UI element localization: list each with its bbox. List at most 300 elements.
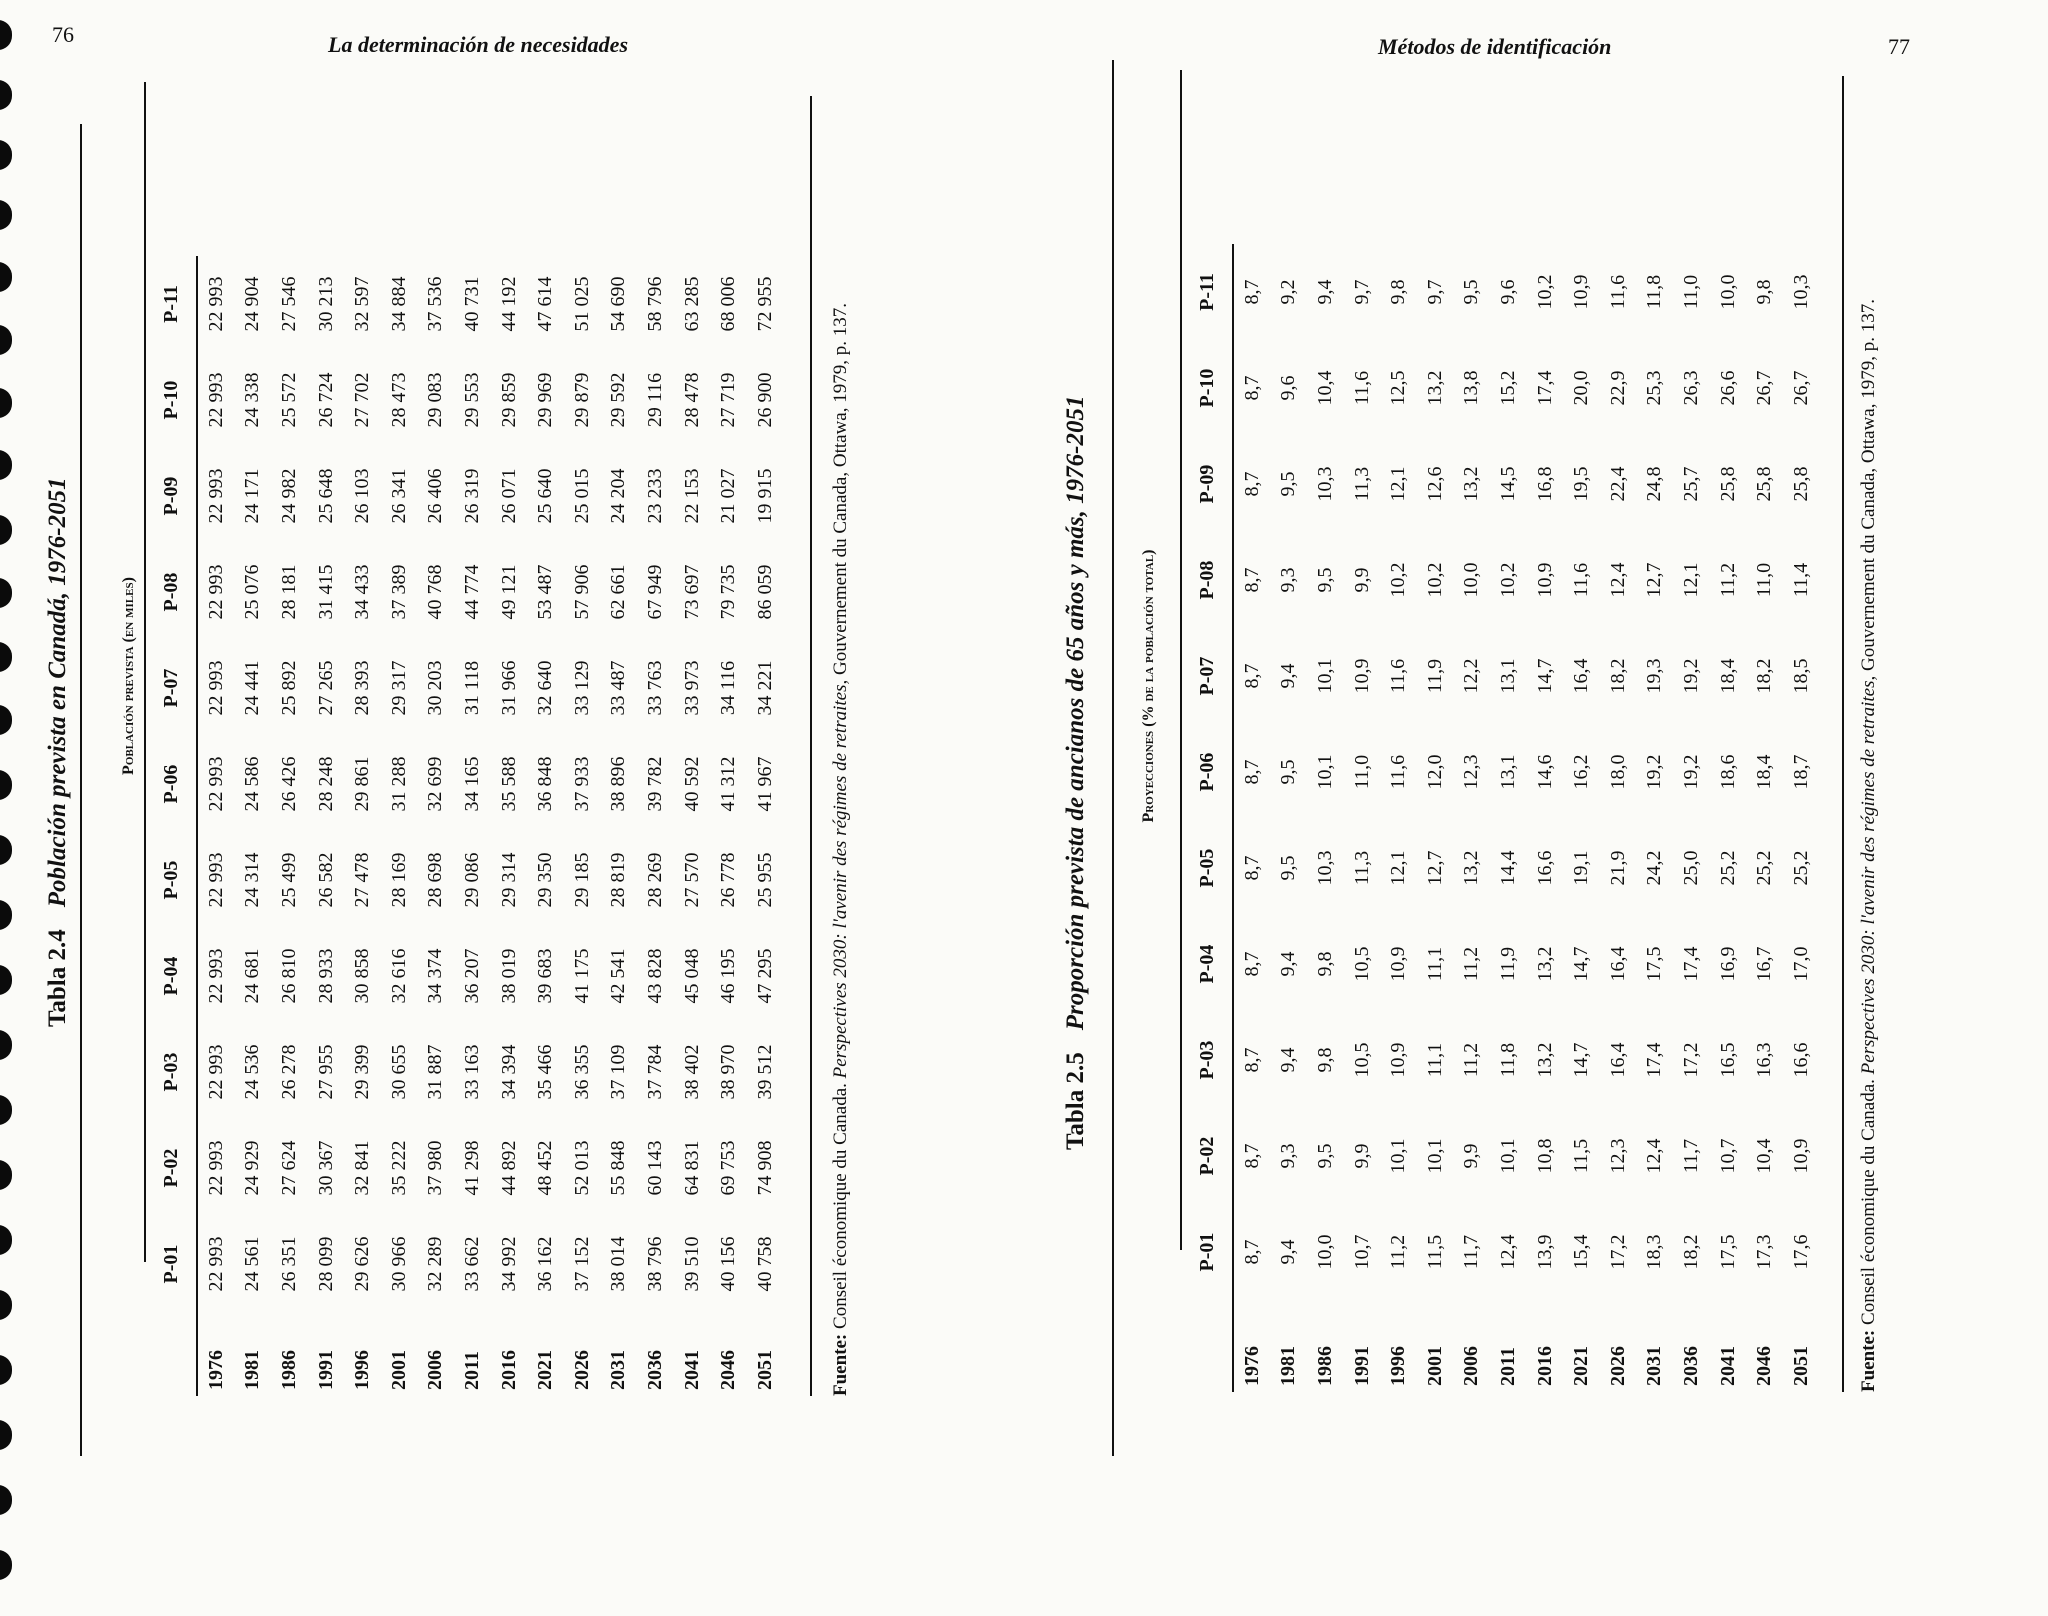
row-year: 1991 xyxy=(1350,1346,1373,1386)
table-cell: 11,1 xyxy=(1423,1042,1446,1078)
table-cell: 26 103 xyxy=(351,468,374,524)
left-page-number: 76 xyxy=(52,22,74,47)
table-cell: 29 399 xyxy=(351,1044,374,1100)
table-cell: 24 561 xyxy=(241,1236,264,1292)
table-caption xyxy=(1062,396,1090,1150)
table-cell: 10,2 xyxy=(1496,562,1519,598)
table-cell: 11,6 xyxy=(1387,658,1410,694)
table-cell: 28 248 xyxy=(314,756,337,812)
table-cell: 11,2 xyxy=(1460,1042,1483,1078)
table-cell: 28 698 xyxy=(424,852,447,908)
table-cell: 35 466 xyxy=(534,1044,557,1100)
table-cell: 18,2 xyxy=(1606,658,1629,694)
column-header: P-10 xyxy=(159,380,182,420)
table-cell: 19,2 xyxy=(1643,754,1666,790)
table-cell: 22 993 xyxy=(204,948,227,1004)
table-cell: 68 006 xyxy=(717,276,740,332)
table-cell: 8,7 xyxy=(1240,663,1263,689)
table-cell: 11,5 xyxy=(1570,1138,1593,1174)
table-cell: 37 784 xyxy=(643,1044,666,1100)
table-cell: 27 570 xyxy=(680,852,703,908)
table-cell: 44 192 xyxy=(497,276,520,332)
table-row xyxy=(674,256,711,1396)
table-cell: 10,9 xyxy=(1387,1042,1410,1078)
table-cell: 25,7 xyxy=(1679,466,1702,502)
row-year: 2001 xyxy=(1423,1346,1446,1386)
table-cell: 11,0 xyxy=(1350,754,1373,790)
table-cell: 25,3 xyxy=(1643,370,1666,406)
table-cell: 60 143 xyxy=(643,1140,666,1196)
table-cell: 18,3 xyxy=(1643,1234,1666,1270)
table-cell: 45 048 xyxy=(680,948,703,1004)
table-cell: 9,5 xyxy=(1313,567,1336,593)
table-row xyxy=(491,256,528,1396)
table-row xyxy=(1454,244,1491,1392)
table-row xyxy=(344,256,381,1396)
table-cell: 29 592 xyxy=(607,372,630,428)
column-header: P-01 xyxy=(1195,1232,1218,1272)
table-cell: 62 661 xyxy=(607,564,630,620)
spiral-binding xyxy=(0,0,16,1616)
table-cell: 18,5 xyxy=(1789,658,1812,694)
column-header: P-05 xyxy=(159,860,182,900)
row-year: 2031 xyxy=(607,1350,630,1390)
table-cell: 33 129 xyxy=(570,660,593,716)
table-cell: 8,7 xyxy=(1240,759,1263,785)
table-cell: 28 169 xyxy=(387,852,410,908)
table-cell: 32 841 xyxy=(351,1140,374,1196)
table-cell: 10,5 xyxy=(1350,946,1373,982)
table-cell: 10,1 xyxy=(1387,1138,1410,1174)
table-cell: 10,2 xyxy=(1533,274,1556,310)
table-cell: 25,2 xyxy=(1789,850,1812,886)
table-cell: 13,8 xyxy=(1460,370,1483,406)
table-cell: 22 993 xyxy=(204,852,227,908)
table-cell: 21,9 xyxy=(1606,850,1629,886)
table-title: Población prevista en Canadá, 1976-2051 xyxy=(44,477,71,908)
bottom-rule xyxy=(1842,76,1844,1392)
table-cell: 24,2 xyxy=(1643,850,1666,886)
table-cell: 11,6 xyxy=(1570,562,1593,598)
table-cell: 22 993 xyxy=(204,1140,227,1196)
row-year: 2031 xyxy=(1643,1346,1666,1386)
table-cell: 12,4 xyxy=(1643,1138,1666,1174)
table-cell: 26 341 xyxy=(387,468,410,524)
table-cell: 25,0 xyxy=(1679,850,1702,886)
table-cell: 10,1 xyxy=(1496,1138,1519,1174)
table-cell: 38 019 xyxy=(497,948,520,1004)
column-header: P-02 xyxy=(159,1148,182,1188)
table-cell: 21 027 xyxy=(717,468,740,524)
table-cell: 29 626 xyxy=(351,1236,374,1292)
row-year: 2046 xyxy=(1753,1346,1776,1386)
table-cell: 9,8 xyxy=(1387,279,1410,305)
table-cell: 8,7 xyxy=(1240,1143,1263,1169)
year-column-header xyxy=(1182,1300,1233,1392)
table-row xyxy=(564,256,601,1396)
table-cell: 9,5 xyxy=(1460,279,1483,305)
table-cell: 40 768 xyxy=(424,564,447,620)
table-cell: 49 121 xyxy=(497,564,520,620)
table-cell: 39 782 xyxy=(643,756,666,812)
table-cell: 64 831 xyxy=(680,1140,703,1196)
table-cell: 10,7 xyxy=(1716,1138,1739,1174)
table-cell: 25,8 xyxy=(1716,466,1739,502)
table-cell: 11,6 xyxy=(1606,274,1629,310)
table-cell: 16,3 xyxy=(1753,1042,1776,1078)
column-header: P-05 xyxy=(1195,848,1218,888)
table-cell: 8,7 xyxy=(1240,567,1263,593)
right-running-head: Métodos de identificación xyxy=(1378,34,1612,59)
table-cell: 25 892 xyxy=(277,660,300,716)
table-row xyxy=(1233,244,1271,1392)
table-cell: 12,1 xyxy=(1387,466,1410,502)
column-header: P-01 xyxy=(159,1244,182,1284)
table-cell: 18,4 xyxy=(1753,754,1776,790)
table-cell: 26 406 xyxy=(424,468,447,524)
table-cell: 26 426 xyxy=(277,756,300,812)
table-cell: 10,9 xyxy=(1570,274,1593,310)
source-details: Gouvernement du Canada, Ottawa, 1979, p. 137. xyxy=(830,303,851,676)
table-cell: 17,2 xyxy=(1679,1042,1702,1078)
table-cell: 24 338 xyxy=(241,372,264,428)
table-cell: 10,4 xyxy=(1313,370,1336,406)
column-header: P-11 xyxy=(1195,273,1218,311)
source-publication: Perspectives 2030: l'avenir des régimes de retraites, xyxy=(830,679,851,1079)
table-row xyxy=(381,256,418,1396)
table-cell: 9,8 xyxy=(1753,279,1776,305)
table-cell: 33 763 xyxy=(643,660,666,716)
table-cell: 31 288 xyxy=(387,756,410,812)
table-cell: 9,3 xyxy=(1277,1143,1300,1169)
table-cell: 12,6 xyxy=(1423,466,1446,502)
table-cell: 27 624 xyxy=(277,1140,300,1196)
column-header: P-03 xyxy=(159,1052,182,1092)
table-cell: 10,5 xyxy=(1350,1042,1373,1078)
table-cell: 26,7 xyxy=(1789,370,1812,406)
table-cell: 9,4 xyxy=(1277,1047,1300,1073)
table-cell: 11,5 xyxy=(1423,1234,1446,1270)
column-header: P-08 xyxy=(1195,560,1218,600)
table-cell: 10,8 xyxy=(1533,1138,1556,1174)
table-cell: 34 221 xyxy=(753,660,776,716)
table-cell: 30 203 xyxy=(424,660,447,716)
table-cell: 34 884 xyxy=(387,276,410,332)
table-cell: 28 269 xyxy=(643,852,666,908)
table-cell: 19,2 xyxy=(1679,658,1702,694)
table-cell: 42 541 xyxy=(607,948,630,1004)
table-cell: 29 861 xyxy=(351,756,374,812)
table-cell: 27 478 xyxy=(351,852,374,908)
table-cell: 11,9 xyxy=(1423,658,1446,694)
table-cell: 9,6 xyxy=(1277,375,1300,401)
table-cell: 25,2 xyxy=(1753,850,1776,886)
table-cell: 12,0 xyxy=(1423,754,1446,790)
table-number: Tabla 2.5 xyxy=(1062,1052,1089,1150)
column-header: P-06 xyxy=(159,764,182,804)
table-cell: 57 906 xyxy=(570,564,593,620)
table-cell: 34 992 xyxy=(497,1236,520,1292)
table-cell: 12,1 xyxy=(1679,562,1702,598)
column-header: P-11 xyxy=(159,285,182,323)
source-author: Conseil économique du Canada. xyxy=(1858,1079,1879,1325)
table-cell: 44 774 xyxy=(460,564,483,620)
table-cell: 10,1 xyxy=(1423,1138,1446,1174)
table-cell: 9,6 xyxy=(1496,279,1519,305)
table-cell: 35 588 xyxy=(497,756,520,812)
table-cell: 8,7 xyxy=(1240,951,1263,977)
table-cell: 12,4 xyxy=(1496,1234,1519,1270)
table-row xyxy=(601,256,638,1396)
table-cell: 74 908 xyxy=(753,1140,776,1196)
table-cell: 10,0 xyxy=(1313,1234,1336,1270)
table-cell: 26 582 xyxy=(314,852,337,908)
column-header: P-04 xyxy=(159,956,182,996)
table-row xyxy=(710,256,747,1396)
table-cell: 16,5 xyxy=(1716,1042,1739,1078)
table-cell: 19,5 xyxy=(1570,466,1593,502)
table-cell: 26 900 xyxy=(753,372,776,428)
table-cell: 11,6 xyxy=(1387,754,1410,790)
table-cell: 11,6 xyxy=(1350,370,1373,406)
table-cell: 27 265 xyxy=(314,660,337,716)
table-cell: 48 452 xyxy=(534,1140,557,1196)
table-cell: 26,6 xyxy=(1716,370,1739,406)
table-cell: 43 828 xyxy=(643,948,666,1004)
column-spanner: Población prevista (en miles) xyxy=(120,577,137,775)
row-year: 2051 xyxy=(1789,1346,1812,1386)
table-cell: 38 896 xyxy=(607,756,630,812)
table-cell: 24 204 xyxy=(607,468,630,524)
bottom-rule xyxy=(810,96,812,1396)
table-cell: 10,1 xyxy=(1313,754,1336,790)
row-year: 2041 xyxy=(680,1350,703,1390)
table-cell: 9,5 xyxy=(1277,471,1300,497)
table-cell: 11,7 xyxy=(1460,1234,1483,1270)
row-year: 1981 xyxy=(241,1350,264,1390)
row-year: 2051 xyxy=(753,1350,776,1390)
table-cell: 14,4 xyxy=(1496,850,1519,886)
table-row xyxy=(271,256,308,1396)
table-cell: 9,5 xyxy=(1277,855,1300,881)
table-cell: 32 640 xyxy=(534,660,557,716)
table-cell: 10,0 xyxy=(1460,562,1483,598)
table-cell: 40 758 xyxy=(753,1236,776,1292)
table-cell: 79 735 xyxy=(717,564,740,620)
table-cell: 10,7 xyxy=(1350,1234,1373,1270)
table-cell: 28 473 xyxy=(387,372,410,428)
table-cell: 22 993 xyxy=(204,468,227,524)
table-cell: 13,9 xyxy=(1533,1234,1556,1270)
row-year: 1996 xyxy=(351,1350,374,1390)
source-label: Fuente: xyxy=(1858,1329,1879,1392)
table-cell: 10,9 xyxy=(1387,946,1410,982)
table-cell: 9,9 xyxy=(1350,1143,1373,1169)
table-row xyxy=(1307,244,1344,1392)
table-cell: 8,7 xyxy=(1240,1239,1263,1265)
table-cell: 14,6 xyxy=(1533,754,1556,790)
table-row xyxy=(1490,244,1527,1392)
column-header: P-03 xyxy=(1195,1040,1218,1080)
column-header: P-06 xyxy=(1195,752,1218,792)
table-cell: 28 393 xyxy=(351,660,374,716)
table-row xyxy=(527,256,564,1396)
row-year: 2001 xyxy=(387,1350,410,1390)
row-year: 2016 xyxy=(1533,1346,1556,1386)
row-year: 1981 xyxy=(1277,1346,1300,1386)
table-cell: 22 993 xyxy=(204,660,227,716)
table-cell: 37 933 xyxy=(570,756,593,812)
table-number: Tabla 2.4 xyxy=(44,929,71,1027)
table-cell: 22,4 xyxy=(1606,466,1629,502)
table-row xyxy=(454,256,491,1396)
row-year: 2036 xyxy=(1679,1346,1702,1386)
table-cell: 12,3 xyxy=(1460,754,1483,790)
column-header: P-08 xyxy=(159,572,182,612)
table-cell: 16,4 xyxy=(1570,658,1593,694)
table-cell: 29 314 xyxy=(497,852,520,908)
table-cell: 32 597 xyxy=(351,276,374,332)
table-cell: 22,9 xyxy=(1606,370,1629,406)
table-cell: 28 933 xyxy=(314,948,337,1004)
table-cell: 18,4 xyxy=(1716,658,1739,694)
column-header: P-07 xyxy=(159,668,182,708)
row-year: 2026 xyxy=(570,1350,593,1390)
table-cell: 29 553 xyxy=(460,372,483,428)
row-year: 2016 xyxy=(497,1350,520,1390)
table-cell: 52 013 xyxy=(570,1140,593,1196)
table-cell: 9,7 xyxy=(1423,279,1446,305)
column-header: P-09 xyxy=(159,476,182,516)
column-header: P-04 xyxy=(1195,944,1218,984)
table-cell: 11,3 xyxy=(1350,850,1373,886)
table-cell: 22 153 xyxy=(680,468,703,524)
table-cell: 26 278 xyxy=(277,1044,300,1100)
table-row xyxy=(1746,244,1783,1392)
table-cell: 17,5 xyxy=(1643,946,1666,982)
table-cell: 10,1 xyxy=(1313,658,1336,694)
table-cell: 37 152 xyxy=(570,1236,593,1292)
table-cell: 35 222 xyxy=(387,1140,410,1196)
table-cell: 41 967 xyxy=(753,756,776,812)
row-year: 1996 xyxy=(1387,1346,1410,1386)
table-cell: 17,4 xyxy=(1643,1042,1666,1078)
column-header: P-09 xyxy=(1195,464,1218,504)
table-cell: 10,9 xyxy=(1350,658,1373,694)
table-cell: 10,3 xyxy=(1313,850,1336,886)
row-year: 1976 xyxy=(1240,1346,1263,1386)
table-row xyxy=(418,256,455,1396)
table-cell: 26,3 xyxy=(1679,370,1702,406)
table-cell: 9,4 xyxy=(1313,279,1336,305)
table-cell: 55 848 xyxy=(607,1140,630,1196)
table-row xyxy=(1417,244,1454,1392)
table-cell: 11,3 xyxy=(1350,466,1373,502)
row-year: 2006 xyxy=(424,1350,447,1390)
table-cell: 53 487 xyxy=(534,564,557,620)
table-cell: 33 973 xyxy=(680,660,703,716)
table-cell: 25 955 xyxy=(753,852,776,908)
table-cell: 47 295 xyxy=(753,948,776,1004)
table-cell: 22 993 xyxy=(204,564,227,620)
table-cell: 16,4 xyxy=(1606,1042,1629,1078)
table-cell: 39 510 xyxy=(680,1236,703,1292)
table-cell: 29 859 xyxy=(497,372,520,428)
table-cell: 34 394 xyxy=(497,1044,520,1100)
table-cell: 12,7 xyxy=(1423,850,1446,886)
table-cell: 22 993 xyxy=(204,1044,227,1100)
table-cell: 19,3 xyxy=(1643,658,1666,694)
table-cell: 19,2 xyxy=(1679,754,1702,790)
row-year: 2011 xyxy=(460,1351,483,1390)
table-cell: 13,2 xyxy=(1423,370,1446,406)
table-cell: 12,3 xyxy=(1606,1138,1629,1174)
table-cell: 34 116 xyxy=(717,660,740,716)
table-row xyxy=(1710,244,1747,1392)
table-cell: 47 614 xyxy=(534,276,557,332)
table-cell: 15,2 xyxy=(1496,370,1519,406)
table-cell: 13,2 xyxy=(1533,946,1556,982)
table-cell: 28 819 xyxy=(607,852,630,908)
row-year: 1986 xyxy=(277,1350,300,1390)
table-cell: 9,5 xyxy=(1277,759,1300,785)
table-cell: 11,7 xyxy=(1679,1138,1702,1174)
table-cell: 20,0 xyxy=(1570,370,1593,406)
table-cell: 22 993 xyxy=(204,756,227,812)
table-cell: 13,2 xyxy=(1533,1042,1556,1078)
table-cell: 32 699 xyxy=(424,756,447,812)
table-cell: 33 662 xyxy=(460,1236,483,1292)
table-cell: 9,9 xyxy=(1460,1143,1483,1169)
table-cell: 17,0 xyxy=(1789,946,1812,982)
table-cell: 15,4 xyxy=(1570,1234,1593,1270)
table-cell: 16,9 xyxy=(1716,946,1739,982)
table-cell: 10,2 xyxy=(1387,562,1410,598)
table-cell: 14,7 xyxy=(1570,946,1593,982)
table-cell: 73 697 xyxy=(680,564,703,620)
table-cell: 26 724 xyxy=(314,372,337,428)
table-cell: 37 536 xyxy=(424,276,447,332)
table-cell: 10,3 xyxy=(1313,466,1336,502)
table-row xyxy=(1344,244,1381,1392)
table-cell: 34 374 xyxy=(424,948,447,1004)
table-cell: 9,4 xyxy=(1277,951,1300,977)
table-cell: 9,3 xyxy=(1277,567,1300,593)
table-cell: 44 892 xyxy=(497,1140,520,1196)
table-cell: 13,2 xyxy=(1460,850,1483,886)
table-cell: 14,7 xyxy=(1570,1042,1593,1078)
table-row xyxy=(1527,244,1564,1392)
table-cell: 22 993 xyxy=(204,372,227,428)
source-details: Gouvernement du Canada, Ottawa, 1979, p. 137. xyxy=(1858,299,1879,672)
table-cell: 24 904 xyxy=(241,276,264,332)
table-row xyxy=(197,256,235,1396)
row-year: 1991 xyxy=(314,1350,337,1390)
table-row xyxy=(308,256,345,1396)
table-cell: 13,1 xyxy=(1496,658,1519,694)
table-cell: 30 858 xyxy=(351,948,374,1004)
table-2-4 xyxy=(40,80,900,1480)
table-2-5 xyxy=(1050,36,1910,1476)
table-cell: 27 546 xyxy=(277,276,300,332)
table-cell: 26,7 xyxy=(1753,370,1776,406)
table-cell: 86 059 xyxy=(753,564,776,620)
table-cell: 29 086 xyxy=(460,852,483,908)
table-cell: 27 719 xyxy=(717,372,740,428)
table-cell: 36 848 xyxy=(534,756,557,812)
table-cell: 13,1 xyxy=(1496,754,1519,790)
table-cell: 26 778 xyxy=(717,852,740,908)
